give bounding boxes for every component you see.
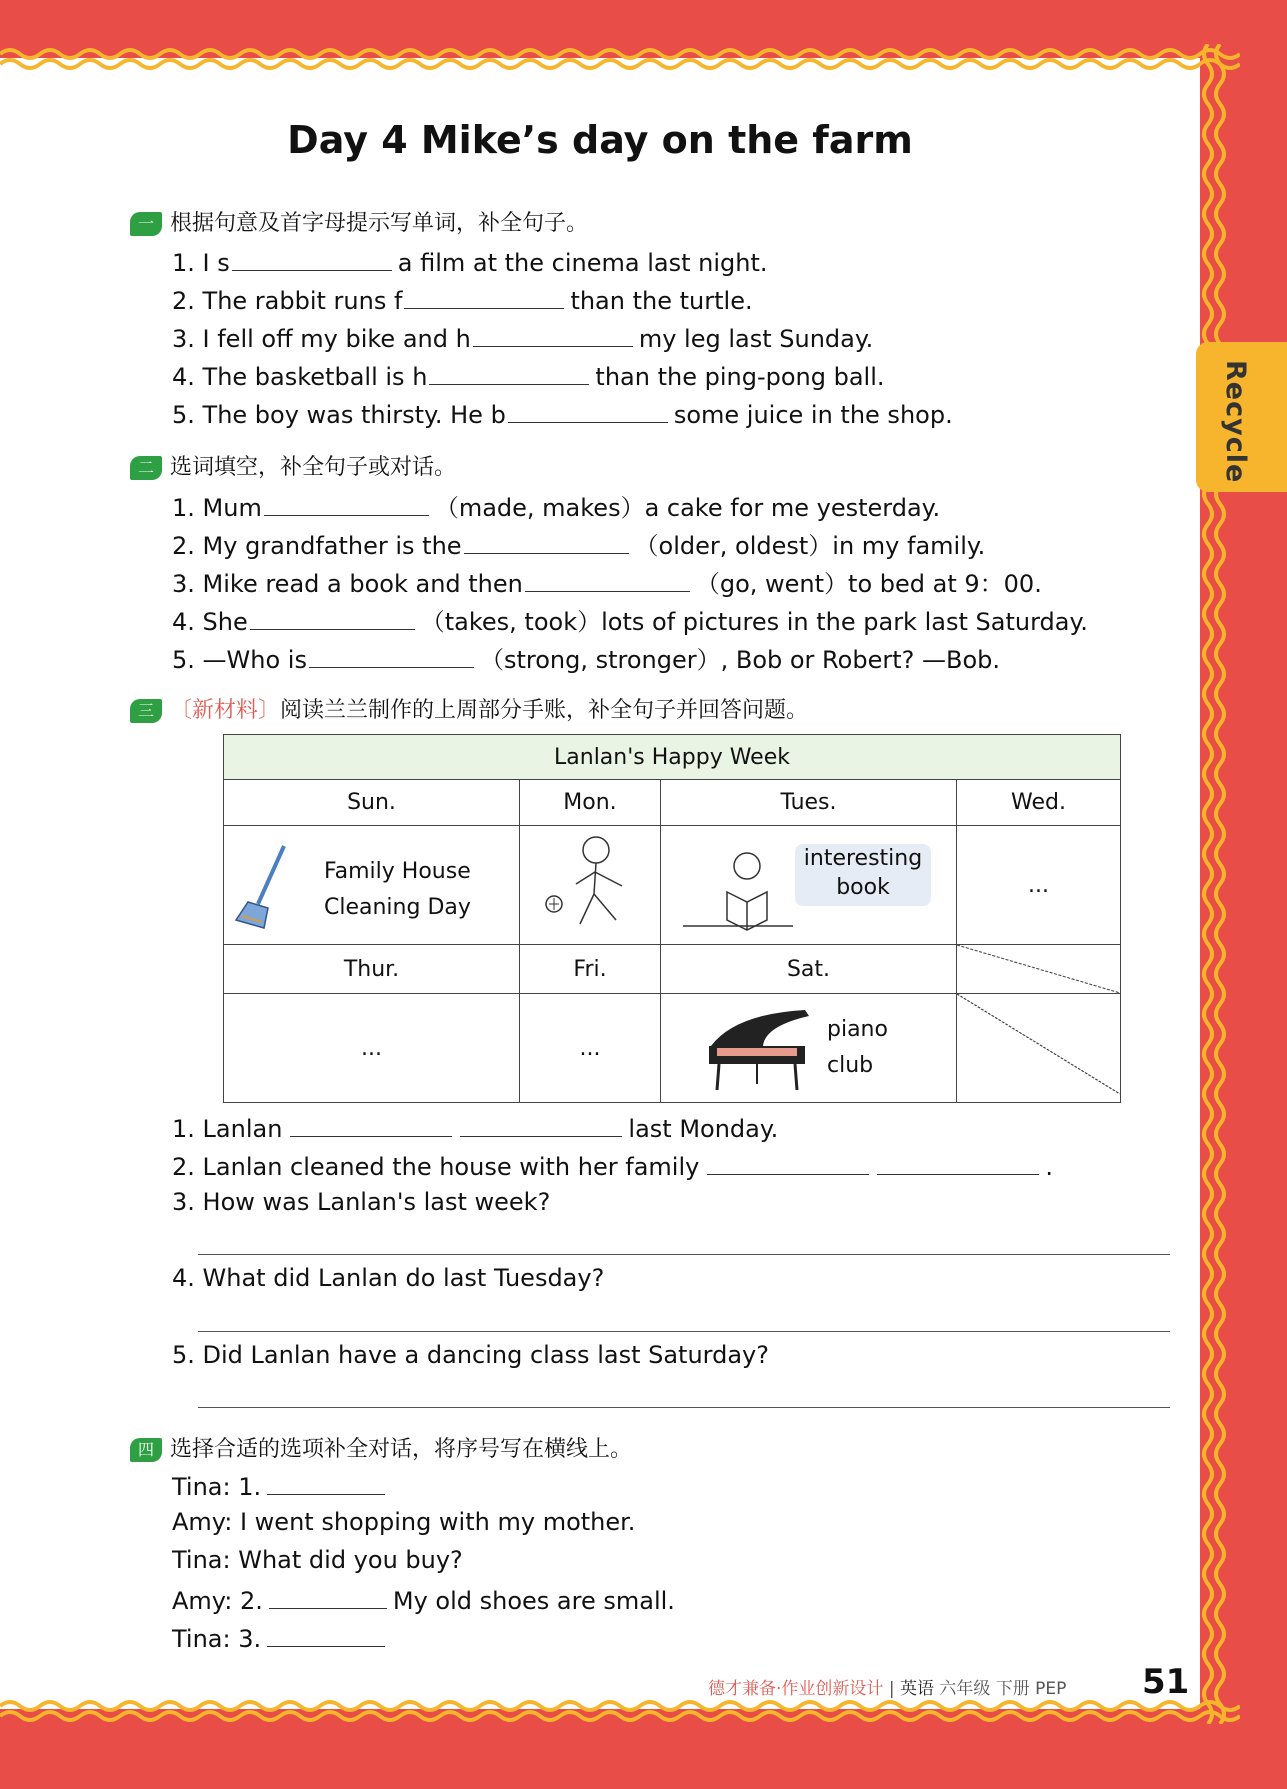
s2-item-3: 3. Mike read a book and then （go, went）to bed at 9：00.	[172, 564, 1042, 599]
diagonal-line	[957, 994, 1120, 1102]
mon-cell	[520, 826, 661, 945]
football-player-icon	[540, 832, 640, 932]
hint-letter: h	[412, 363, 428, 391]
sun-activity-line2: Cleaning Day	[324, 895, 471, 920]
section-3-instruction: 阅读兰兰制作的上周部分手账，补全句子并回答问题。	[280, 698, 809, 723]
s3-question-4: 4. What did Lanlan do last Tuesday?	[172, 1264, 605, 1292]
s1-item-3: 3. I fell off my bike and h my leg last Sunday.	[172, 322, 873, 353]
s3-question-5: 5. Did Lanlan have a dancing class last Saturday?	[172, 1341, 769, 1369]
happy-week-table	[223, 734, 1121, 1103]
footer-brand: 德才兼备·作业创新设计	[708, 1679, 884, 1699]
sun-activity-line1: Family House	[324, 859, 471, 884]
section-3-header	[130, 693, 808, 724]
answer-blank[interactable]	[473, 322, 633, 347]
sat-cell	[661, 994, 957, 1103]
dialogue-line-2: Amy: I went shopping with my mother.	[172, 1508, 636, 1536]
answer-blank[interactable]	[264, 491, 429, 516]
thur-cell: ...	[224, 994, 520, 1103]
fri-cell: ...	[520, 994, 661, 1103]
reading-person-icon	[683, 844, 803, 934]
s2-item-5: 5. —Who is （strong, stronger）, Bob or Robert? —Bob.	[172, 640, 1000, 675]
recycle-tab-label: Recycle	[1220, 360, 1251, 484]
answer-blank[interactable]	[525, 567, 690, 592]
wavy-border-right	[1196, 44, 1238, 1724]
hint-letter: s	[217, 249, 230, 277]
section-3-badge: 三	[130, 699, 162, 723]
answer-blank[interactable]	[309, 643, 474, 668]
dialogue-line-5: Tina: 3.	[172, 1622, 391, 1653]
dialogue-line-3: Tina: What did you buy?	[172, 1546, 463, 1574]
answer-line-4[interactable]	[198, 1331, 1170, 1332]
answer-blank[interactable]	[464, 529, 629, 554]
footer-grade: 六年级 下册 PEP	[939, 1679, 1067, 1699]
s1-item-1: 1. I s a film at the cinema last night.	[172, 246, 768, 277]
day-header-fri: Fri.	[520, 945, 661, 994]
s1-item-2: 2. The rabbit runs f than the turtle.	[172, 284, 753, 315]
wavy-border-top	[0, 44, 1240, 74]
s2-item-2: 2. My grandfather is the （older, oldest）in my family.	[172, 526, 985, 561]
answer-blank[interactable]	[508, 398, 668, 423]
day-header-mon: Mon.	[520, 780, 661, 826]
tues-bubble-line1: interesting	[803, 846, 923, 871]
sat-activity-line1: piano	[827, 1017, 888, 1042]
answer-blank[interactable]	[267, 1470, 385, 1495]
table-caption: Lanlan's Happy Week	[224, 735, 1121, 780]
answer-blank[interactable]	[404, 284, 564, 309]
footer-subject: 英语	[899, 1679, 934, 1699]
page-number: 51	[1142, 1662, 1190, 1702]
new-material-tag: 〔新材料〕	[170, 698, 281, 723]
answer-line-5[interactable]	[198, 1407, 1170, 1408]
answer-blank[interactable]	[877, 1150, 1039, 1175]
answer-blank[interactable]	[429, 360, 589, 385]
hint-letter: h	[455, 325, 471, 353]
hint-letter: f	[393, 287, 403, 315]
dialogue-line-4: Amy: 2. My old shoes are small.	[172, 1584, 675, 1615]
answer-blank[interactable]	[707, 1150, 869, 1175]
recycle-tab	[1196, 342, 1287, 492]
answer-blank[interactable]	[269, 1584, 387, 1609]
section-2-badge: 二	[130, 456, 162, 480]
answer-blank[interactable]	[250, 605, 415, 630]
section-1-badge: 一	[130, 212, 162, 236]
section-4-badge: 四	[130, 1438, 162, 1462]
day-header-sat: Sat.	[661, 945, 957, 994]
s1-item-4: 4. The basketball is h than the ping-pong ball.	[172, 360, 885, 391]
section-4-header	[130, 1432, 632, 1463]
answer-line-3[interactable]	[198, 1254, 1170, 1255]
tues-cell	[661, 826, 957, 945]
section-2-header	[130, 450, 456, 481]
section-4-instruction: 选择合适的选项补全对话，将序号写在横线上。	[170, 1437, 633, 1462]
footer	[708, 1674, 1066, 1699]
s3-question-3: 3. How was Lanlan's last week?	[172, 1188, 551, 1216]
speech-bubble	[795, 844, 931, 906]
answer-blank[interactable]	[290, 1112, 452, 1137]
broom-icon	[234, 842, 294, 932]
hint-letter: b	[490, 401, 506, 429]
tues-bubble-line2: book	[836, 875, 890, 900]
s1-item-5: 5. The boy was thirsty. He b some juice in the shop.	[172, 398, 953, 429]
s3-question-1: 1. Lanlan last Monday.	[172, 1112, 778, 1143]
day-header-thur: Thur.	[224, 945, 520, 994]
sat-activity-line2: club	[827, 1053, 874, 1078]
dialogue-line-1: Tina: 1.	[172, 1470, 391, 1501]
wed-cell: ...	[957, 826, 1121, 945]
answer-blank[interactable]	[460, 1112, 622, 1137]
day-header-sun: Sun.	[224, 780, 520, 826]
s3-question-2: 2. Lanlan cleaned the house with her family .	[172, 1150, 1053, 1181]
day-header-tues: Tues.	[661, 780, 957, 826]
empty-diagonal-cell-2	[957, 994, 1121, 1103]
section-2-instruction: 选词填空，补全句子或对话。	[170, 455, 457, 480]
diagonal-line	[957, 945, 1120, 993]
empty-diagonal-cell	[957, 945, 1121, 994]
section-1-header	[130, 206, 588, 237]
page-title: Day 4 Mike’s day on the farm	[287, 118, 913, 162]
day-header-wed: Wed.	[957, 780, 1121, 826]
wavy-border-bottom	[0, 1696, 1240, 1726]
answer-blank[interactable]	[232, 246, 392, 271]
footer-separator: |	[888, 1679, 895, 1699]
s2-item-4: 4. She （takes, took）lots of pictures in the park last Saturday.	[172, 602, 1088, 637]
sun-cell	[224, 826, 520, 945]
answer-blank[interactable]	[267, 1622, 385, 1647]
piano-icon	[705, 1006, 815, 1092]
s2-item-1: 1. Mum （made, makes）a cake for me yesterday.	[172, 488, 940, 523]
section-1-instruction: 根据句意及首字母提示写单词，补全句子。	[170, 211, 589, 236]
